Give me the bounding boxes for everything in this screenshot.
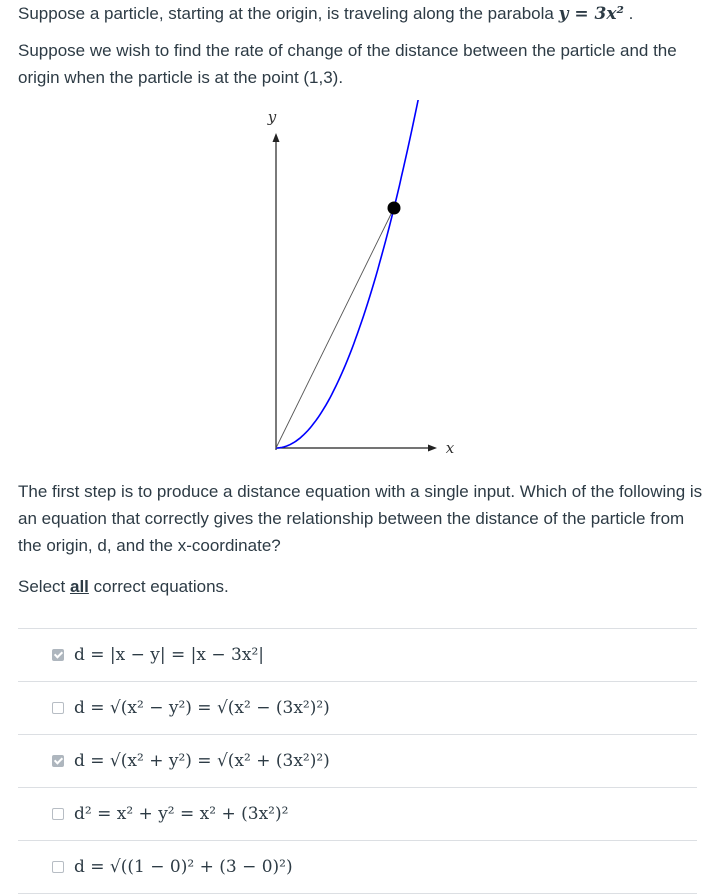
particle-point xyxy=(388,202,401,215)
select-instruction xyxy=(18,573,708,600)
option-equation: d = √(x² + y²) = √(x² + (3x²)²) xyxy=(74,751,330,771)
option-equation: d = √(x² − y²) = √(x² − (3x²)²) xyxy=(74,698,330,718)
checkbox-icon[interactable] xyxy=(52,861,64,873)
parabola-figure xyxy=(0,100,727,470)
answer-option-3[interactable] xyxy=(18,735,697,788)
answer-option-4[interactable] xyxy=(18,788,697,841)
parabola-equation: y = 3x² xyxy=(558,4,624,24)
intro-paragraph-1 xyxy=(18,0,708,28)
question-paragraph: The first step is to produce a distance equation with a single input. Which of the following is an equation that correctly gives the relationship between the distance of the particle from the origin, d, and the x-coordinate? xyxy=(18,482,703,555)
select-all-emphasis: all xyxy=(69,577,89,596)
x-axis-label: x xyxy=(445,439,455,457)
checkbox-icon[interactable] xyxy=(52,808,64,820)
y-axis-arrow-icon xyxy=(273,133,280,142)
checkbox-icon[interactable] xyxy=(52,755,64,767)
x-axis-arrow-icon xyxy=(428,445,437,452)
y-axis-label: y xyxy=(267,108,277,126)
option-equation: d² = x² + y² = x² + (3x²)² xyxy=(74,804,289,824)
intro-suffix: . xyxy=(623,4,634,23)
parabola-curve xyxy=(276,100,435,448)
intro-paragraph-2: Suppose we wish to find the rate of change of the distance between the particle and the origin when the particle is at the point (1,3). xyxy=(18,41,677,87)
select-suffix: correct equations. xyxy=(88,577,229,596)
checkbox-icon[interactable] xyxy=(52,649,64,661)
answer-option-5[interactable] xyxy=(18,841,697,894)
intro-text: Suppose a particle, starting at the origin, is traveling along the parabola xyxy=(18,4,559,23)
answer-options xyxy=(18,628,697,894)
answer-option-2[interactable] xyxy=(18,682,697,735)
distance-segment xyxy=(276,208,394,448)
option-equation: d = |x − y| = |x − 3x²| xyxy=(74,645,264,665)
option-equation: d = √((1 − 0)² + (3 − 0)²) xyxy=(74,857,293,877)
select-prefix: Select xyxy=(18,577,70,596)
checkbox-icon[interactable] xyxy=(52,702,64,714)
answer-option-1[interactable] xyxy=(18,629,697,682)
